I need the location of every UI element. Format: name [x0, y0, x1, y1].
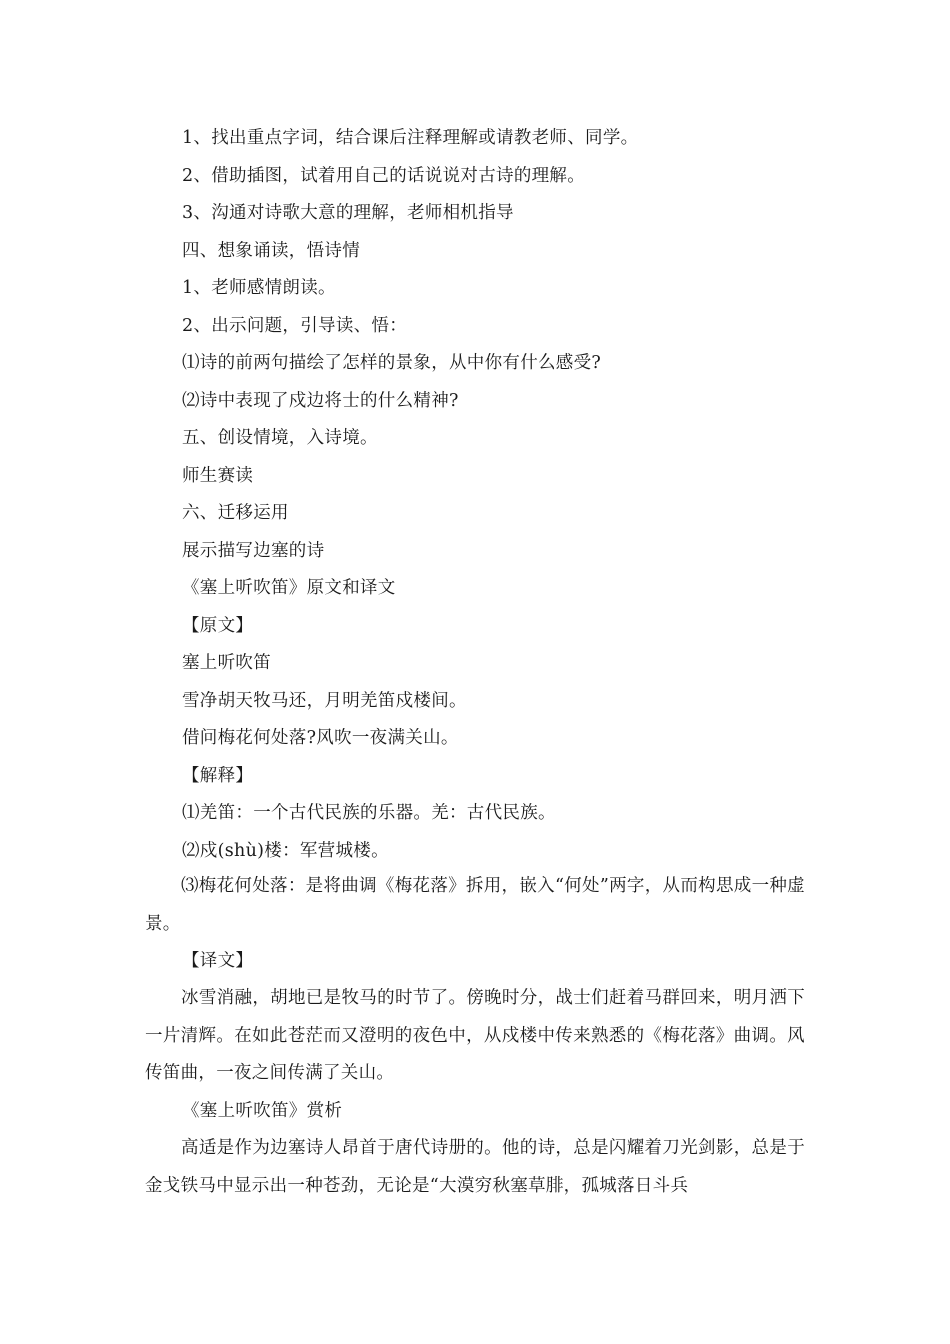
poem-line-1: 雪净胡天牧马还，月明羌笛戍楼间。 [182, 691, 467, 711]
step-illustration: 2、借助插图，试着用自己的话说说对古诗的理解。 [182, 166, 586, 186]
explanation-3: ⑶梅花何处落：是将曲调《梅花落》拆用，嵌入“何处”两字，从而构思成一种虚景。 [145, 876, 805, 934]
competition-reading: 师生赛读 [182, 466, 254, 486]
translation-paragraph: 冰雪消融，胡地已是牧马的时节了。傍晚时分，战士们赶着马群回来，明月洒下一片清辉。在如此苍茫而又澄明的夜色中，从戍楼中传来熟悉的《梅花落》曲调。风传笛曲，一夜之间传满了关山。 [145, 988, 805, 1083]
section-four-heading: 四、想象诵读，悟诗情 [182, 241, 360, 261]
section-five-heading: 五、创设情境，入诗境。 [182, 428, 378, 448]
poem-title: 塞上听吹笛 [182, 653, 271, 673]
original-text-heading: 【原文】 [182, 616, 254, 636]
translation-heading: 【译文】 [182, 951, 254, 971]
explanation-1: ⑴羌笛：一个古代民族的乐器。羌：古代民族。 [182, 803, 556, 823]
question-1: ⑴诗的前两句描绘了怎样的景象，从中你有什么感受? [182, 353, 602, 373]
section-six-heading: 六、迁移运用 [182, 503, 289, 523]
explanation-2: ⑵戍(shù)楼：军营城楼。 [182, 841, 389, 861]
question-2: ⑵诗中表现了戍边将士的什么精神? [182, 391, 459, 411]
poem-line-2: 借问梅花何处落?风吹一夜满关山。 [182, 728, 459, 748]
explanation-heading: 【解释】 [182, 766, 254, 786]
appreciation-paragraph: 高适是作为边塞诗人昂首于唐代诗册的。他的诗，总是闪耀着刀光剑影，总是于金戈铁马中显示出一种苍劲，无论是“大漠穷秋塞草腓，孤城落日斗兵 [145, 1138, 805, 1196]
poem-title-heading: 《塞上听吹笛》原文和译文 [182, 578, 396, 598]
appreciation-heading: 《塞上听吹笛》赏析 [182, 1101, 343, 1121]
step-find-keywords: 1、找出重点字词，结合课后注释理解或请教老师、同学。 [182, 128, 639, 148]
show-frontier-poems: 展示描写边塞的诗 [182, 541, 325, 561]
step-communicate: 3、沟通对诗歌大意的理解，老师相机指导 [182, 203, 514, 223]
step-show-questions: 2、出示问题，引导读、悟： [182, 316, 408, 336]
step-teacher-read: 1、老师感情朗读。 [182, 278, 336, 298]
